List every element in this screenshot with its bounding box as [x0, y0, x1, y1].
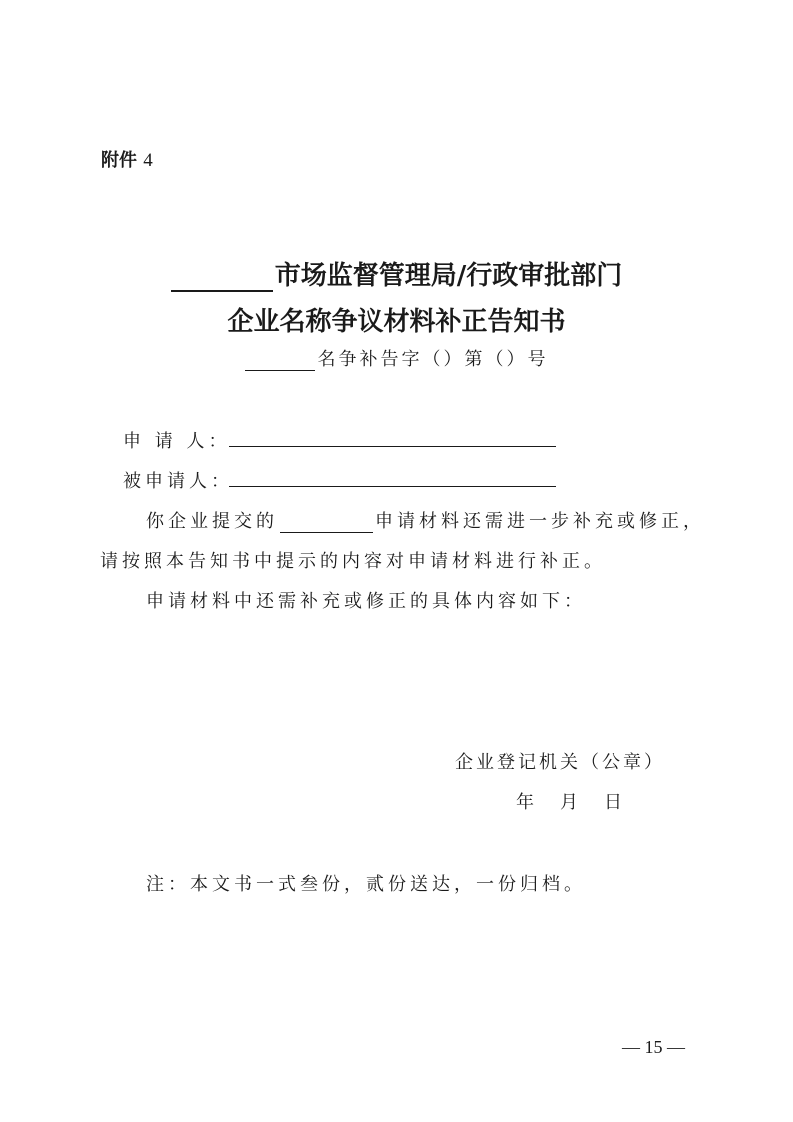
title-blank-line	[171, 264, 273, 292]
material-blank	[280, 514, 373, 533]
document-number	[0, 345, 793, 371]
paragraph-1-line-2: 请按照本告知书中提示的内容对申请材料进行补正。	[100, 551, 606, 572]
paragraph-1-line-1	[146, 507, 705, 533]
paragraph-1-before: 你企业提交的	[146, 511, 278, 532]
document-number-blank	[245, 352, 315, 371]
date-year: 年	[516, 792, 534, 813]
applicant-label: 申 请 人：	[123, 431, 231, 452]
paragraph-1-after: 申请材料还需进一步补充或修正，	[375, 511, 705, 532]
attachment-number: 4	[143, 150, 153, 171]
date-month: 月	[560, 792, 578, 813]
signature-date	[516, 788, 622, 814]
page-number: — 15 —	[622, 1037, 685, 1057]
date-day: 日	[604, 792, 622, 813]
respondent-label: 被申请人：	[123, 471, 233, 492]
document-number-text: 名争补告字（）第（）号	[317, 349, 549, 370]
applicant-field-line	[229, 446, 556, 447]
respondent-field-line	[229, 486, 556, 487]
registration-authority-seal: 企业登记机关（公章）	[455, 752, 665, 773]
title-line-2: 企业名称争议材料补正告知书	[227, 307, 566, 337]
attachment-label	[101, 146, 153, 172]
document-note: 注：本文书一式叁份，贰份送达，一份归档。	[146, 874, 586, 895]
attachment-label-text: 附件	[101, 150, 137, 171]
title-line-1-text: 市场监督管理局/行政审批部门	[274, 261, 623, 291]
paragraph-2: 申请材料中还需补充或修正的具体内容如下：	[146, 591, 586, 612]
title-line-1	[0, 255, 793, 292]
